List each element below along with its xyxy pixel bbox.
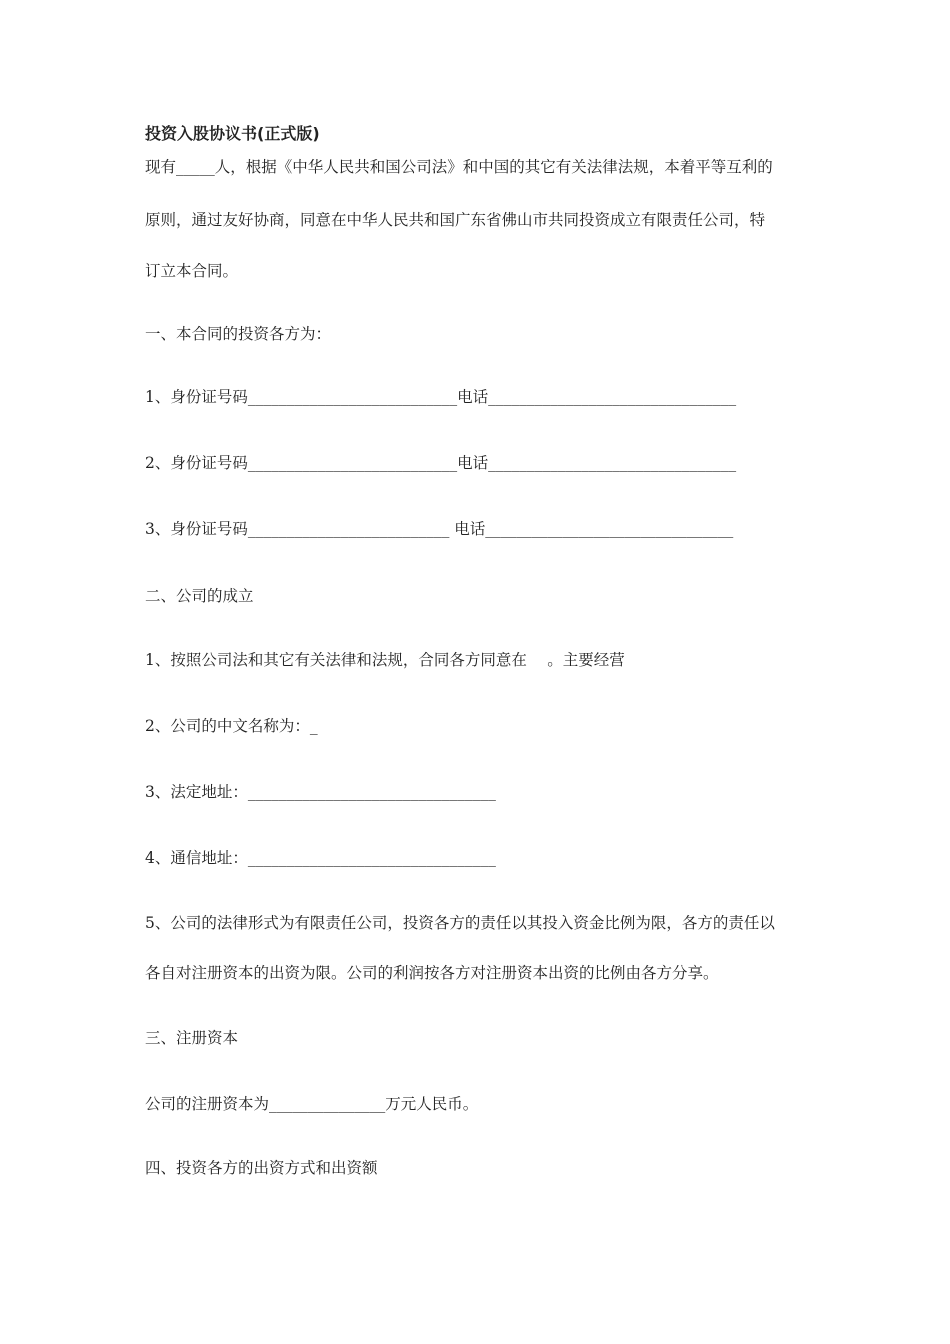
clause-line: 1、按照公司法和其它有关法律和法规，合同各方同意在 。主要经营 bbox=[145, 651, 625, 669]
section-heading: 三、注册资本 bbox=[145, 1029, 239, 1047]
clause-line: 5、公司的法律形式为有限责任公司，投资各方的责任以其投入资金比例为限，各方的责任以 bbox=[145, 914, 775, 932]
document-title: 投资入股协议书(正式版) bbox=[145, 124, 320, 143]
section-heading: 二、公司的成立 bbox=[145, 587, 254, 605]
paragraph-line: 订立本合同。 bbox=[145, 262, 239, 280]
clause-line: 4、通信地址：________________________________ bbox=[145, 849, 496, 867]
paragraph-line: 现有_____人，根据《中华人民共和国公司法》和中国的其它有关法律法规，本着平等互利的 bbox=[145, 158, 773, 176]
clause-line: 3、法定地址：________________________________ bbox=[145, 783, 496, 801]
investor-line: 1、身份证号码___________________________电话________________________________ bbox=[145, 388, 737, 406]
section-heading: 四、投资各方的出资方式和出资额 bbox=[145, 1159, 378, 1177]
paragraph-line: 原则，通过友好协商，同意在中华人民共和国广东省佛山市共同投资成立有限责任公司，特 bbox=[145, 211, 766, 229]
section-heading: 一、本合同的投资各方为： bbox=[145, 325, 332, 343]
investor-line: 3、身份证号码__________________________ 电话________________________________ bbox=[145, 520, 734, 538]
clause-line: 公司的注册资本为_______________万元人民币。 bbox=[145, 1095, 479, 1113]
investor-line: 2、身份证号码___________________________电话________________________________ bbox=[145, 454, 737, 472]
clause-line: 各自对注册资本的出资为限。公司的利润按各方对注册资本出资的比例由各方分享。 bbox=[145, 964, 719, 982]
clause-line: 2、公司的中文名称为：_ bbox=[145, 717, 318, 735]
